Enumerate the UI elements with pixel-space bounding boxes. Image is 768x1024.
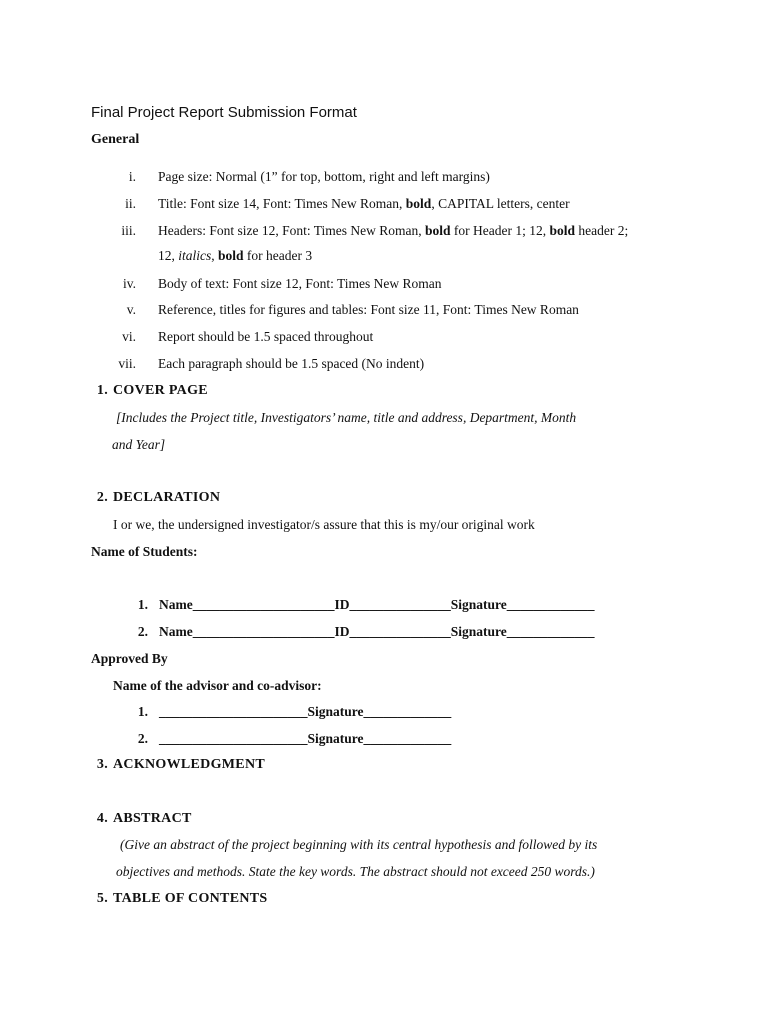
section-number: 3. (96, 757, 108, 772)
list-numeral: vi. (122, 329, 136, 344)
advisor-row-number: 1. (137, 704, 148, 719)
student-row-number: 2. (137, 624, 148, 639)
advisor-row-fields: ______________________Signature_____________ (159, 704, 452, 719)
section-heading-table-of-contents: TABLE OF CONTENTS (113, 891, 268, 906)
text-run: , (211, 248, 218, 263)
list-numeral: i. (128, 169, 136, 184)
approved-by-label: Approved By (91, 651, 168, 666)
text-run: header 2; (575, 223, 629, 238)
advisor-row-number: 2. (137, 731, 148, 746)
list-item (158, 276, 442, 292)
list-item-continuation (158, 248, 312, 264)
cover-description: [Includes the Project title, Investigators’ name, title and address, Department, Month (116, 410, 577, 425)
abstract-description: (Give an abstract of the project beginning with its central hypothesis and followed by its (120, 837, 598, 852)
student-row-fields: Name_____________________ID_______________Signature_____________ (159, 624, 595, 639)
text-run: Reference, titles for figures and tables: Font size 11, Font: Times New Roman (158, 302, 579, 317)
list-item (158, 196, 570, 212)
advisor-label: Name of the advisor and co-advisor: (113, 678, 322, 693)
declaration-text: I or we, the undersigned investigator/s assure that this is my/our original work (113, 517, 535, 532)
section-number: 1. (96, 383, 108, 398)
student-row-fields: Name_____________________ID_______________Signature_____________ (159, 597, 595, 612)
student-row-number: 1. (137, 597, 148, 612)
list-item (158, 356, 424, 372)
text-run: Each paragraph should be 1.5 spaced (No indent) (158, 356, 425, 371)
bold-text: bold (405, 196, 432, 211)
bold-text: bold (549, 223, 576, 238)
bold-text: bold (218, 248, 244, 263)
section-number: 5. (96, 891, 108, 906)
abstract-description-cont: objectives and methods. State the key words. The abstract should not exceed 250 words.) (116, 864, 595, 879)
list-numeral: v. (126, 302, 136, 317)
list-item (158, 169, 490, 185)
section-heading-abstract: ABSTRACT (113, 811, 192, 826)
section-heading-cover-page: COVER PAGE (113, 383, 208, 398)
list-numeral: iii. (121, 223, 136, 238)
text-run: for Header 1; 12, (450, 223, 550, 238)
text-run: Headers: Font size 12, Font: Times New Roman, (158, 223, 425, 238)
document-title: Final Project Report Submission Format (91, 104, 357, 121)
text-run: , CAPITAL letters, center (431, 196, 570, 211)
bold-text: bold (425, 223, 451, 238)
general-heading: General (91, 132, 140, 147)
text-run: Page size: Normal (1” for top, bottom, right and left margins) (158, 169, 490, 184)
section-number: 2. (96, 490, 108, 505)
section-number: 4. (96, 811, 108, 826)
advisor-row-fields: ______________________Signature_____________ (159, 731, 452, 746)
italic-text: italics (178, 248, 212, 263)
list-numeral: ii. (125, 196, 136, 211)
text-run: 12, (158, 248, 179, 263)
text-run: Title: Font size 14, Font: Times New Roman, (158, 196, 406, 211)
text-run: for header 3 (243, 248, 313, 263)
text-run: Body of text: Font size 12, Font: Times New Roman (158, 276, 442, 291)
section-heading-acknowledgment: ACKNOWLEDGMENT (113, 757, 265, 772)
students-label: Name of Students: (91, 544, 198, 559)
list-numeral: iv. (123, 276, 136, 291)
list-item (158, 223, 628, 239)
text-run: Report should be 1.5 spaced throughout (158, 329, 374, 344)
section-heading-declaration: DECLARATION (113, 490, 221, 505)
cover-description-cont: and Year] (112, 437, 166, 452)
list-numeral: vii. (118, 356, 136, 371)
list-item (158, 329, 373, 345)
list-item (158, 302, 579, 318)
